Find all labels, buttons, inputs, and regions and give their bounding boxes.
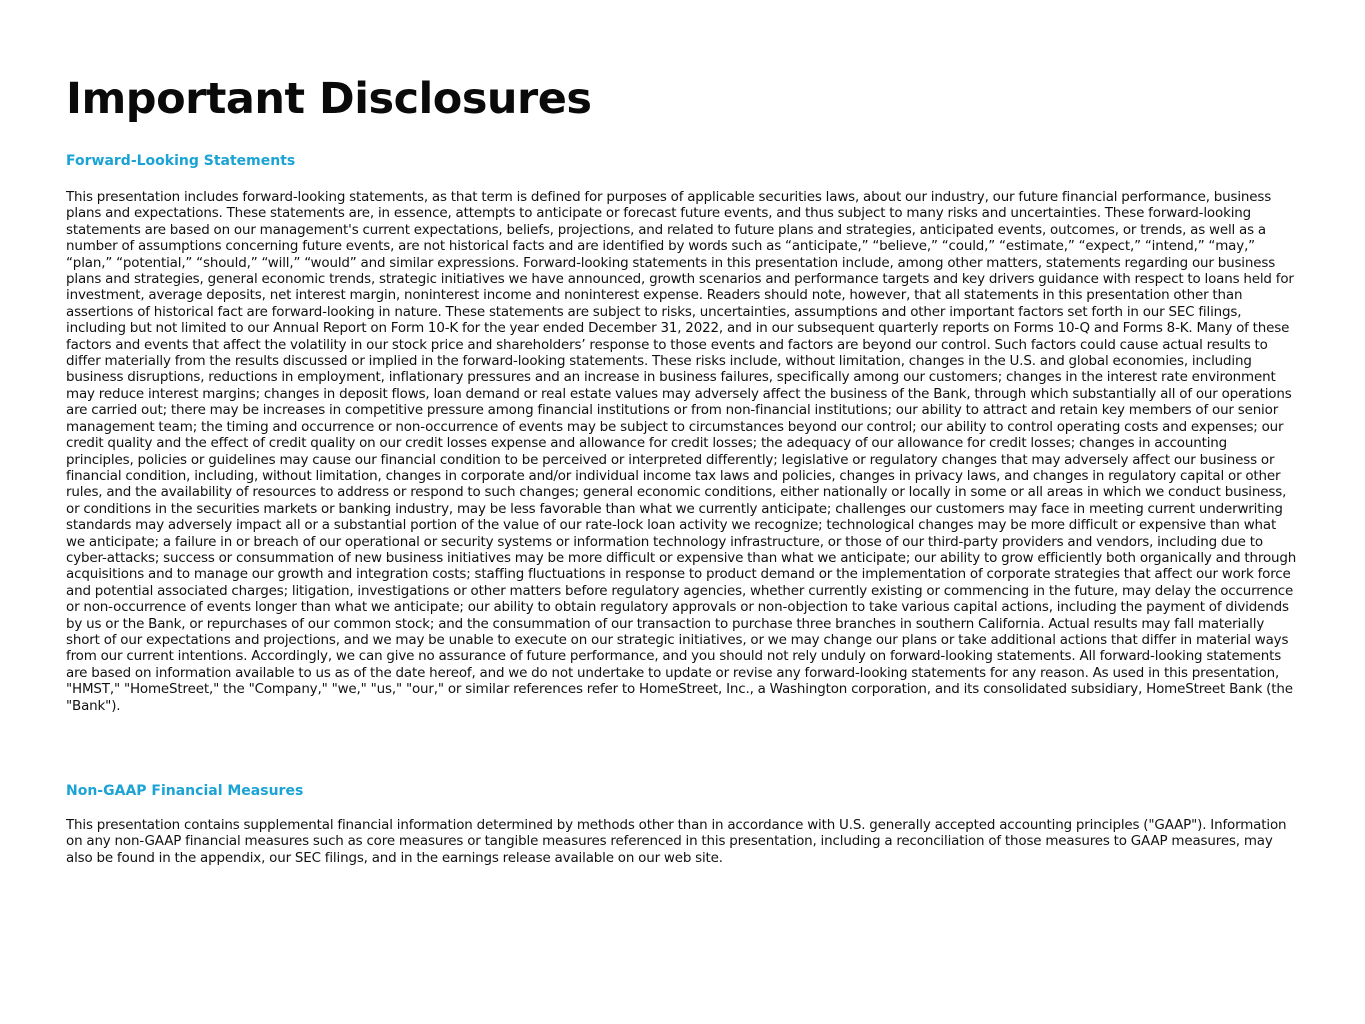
forward-looking-heading: Forward-Looking Statements — [66, 153, 296, 169]
page-title: Important Disclosures — [66, 74, 592, 124]
forward-looking-body: This presentation includes forward-looking statements, as that term is defined for purposes of applicable securities laws, about our industry, our future financial performance, business plans and expectations. These statements are, in essence, attempts to anticipate or forecast future events, and thus subject to many risks and uncertainties. These forward-looking statements are based on our management's current expectations, beliefs, projections, and related to future plans and strategies, anticipated events, outcomes, or trends, as well as a number of assumptions concerning future events, are not historical facts and are identified by words such as “anticipate,” “believe,” “could,” “estimate,” “expect,” “intend,” “may,” “plan,” “potential,” “should,” “will,” “would” and similar expressions. Forward-looking statements in this presentation include, among other matters, statements regarding our business plans and strategies, general economic trends, strategic initiatives we have announced, growth scenarios and performance targets and key drivers guidance with respect to loans held for investment, average deposits, net interest margin, noninterest income and noninterest expense. Readers should note, however, that all statements in this presentation other than assertions of historical fact are forward-looking in nature. These statements are subject to risks, uncertainties, assumptions and other important factors set forth in our SEC filings, including but not limited to our Annual Report on Form 10-K for the year ended December 31, 2022, and in our subsequent quarterly reports on Forms 10-Q and Forms 8-K. Many of these factors and events that affect the volatility in our stock price and shareholders’ response to those events and factors are beyond our control. Such factors could cause actual results to differ materially from the results discussed or implied in the forward-looking statements. These risks include, without limitation, changes in the U.S. and global economies, including business disruptions, reductions in employment, inflationary pressures and an increase in business failures, specifically among our customers; changes in the interest rate environment may reduce interest margins; changes in deposit flows, loan demand or real estate values may adversely affect the business of the Bank, through which substantially all of our operations are carried out; there may be increases in competitive pressure among financial institutions or from non-financial institutions; our ability to attract and retain key members of our senior management team; the timing and occurrence or non-occurrence of events may be subject to circumstances beyond our control; our ability to control operating costs and expenses; our credit quality and the effect of credit quality on our credit losses expense and allowance for credit losses; the adequacy of our allowance for credit losses; changes in accounting principles, policies or guidelines may cause our financial condition to be perceived or interpreted differently; legislative or regulatory changes that may adversely affect our business or financial condition, including, without limitation, changes in corporate and/or individual income tax laws and policies, changes in privacy laws, and changes in regulatory capital or other rules, and the availability of resources to address or respond to such changes; general economic conditions, either nationally or locally in some or all areas in which we conduct business, or conditions in the securities markets or banking industry, may be less favorable than what we currently anticipate; challenges our customers may face in meeting current underwriting standards may adversely impact all or a substantial portion of the value of our rate-lock loan activity we recognize; technological changes may be more difficult or expensive than what we anticipate; a failure in or breach of our operational or security systems or information technology infrastructure, or those of our third-party providers and vendors, including due to cyber-attacks; success or consummation of new business initiatives may be more difficult or expensive than what we anticipate; our ability to grow efficiently both organically and through acquisitions and to manage our growth and integration costs; staffing fluctuations in response to product demand or the implementation of corporate strategies that affect our work force and potential associated charges; litigation, investigations or other matters before regulatory agencies, whether currently existing or commencing in the future, may delay the occurrence or non-occurrence of events longer than what we anticipate; our ability to obtain regulatory approvals or non-objection to take various capital actions, including the payment of dividends by us or the Bank, or repurchases of our common stock; and the consummation of our transaction to purchase three branches in southern California. Actual results may fall materially short of our expectations and projections, and we may be unable to execute on our strategic initiatives, or we may change our plans or take additional actions that differ in material ways from our current intentions. Accordingly, we can give no assurance of future performance, and you should not rely unduly on forward-looking statements. All forward-looking statements are based on information available to us as of the date hereof, and we do not undertake to update or revise any forward-looking statements for any reason. As used in this presentation, "HMST," "HomeStreet," the "Company," "we," "us," "our," or similar references refer to HomeStreet, Inc., a Washington corporation, and its consolidated subsidiary, HomeStreet Bank (the "Bank"). — [66, 190, 1297, 714]
non-gaap-heading: Non-GAAP Financial Measures — [66, 783, 304, 799]
non-gaap-body: This presentation contains supplemental financial information determined by methods other than in accordance with U.S. generally accepted accounting principles ("GAAP"). Information on any non-GAAP financial measures such as core measures or tangible measures referenced in this presentation, including a reconciliation of those measures to GAAP measures, may also be found in the appendix, our SEC filings, and in the earnings release available on our web site. — [66, 818, 1287, 866]
